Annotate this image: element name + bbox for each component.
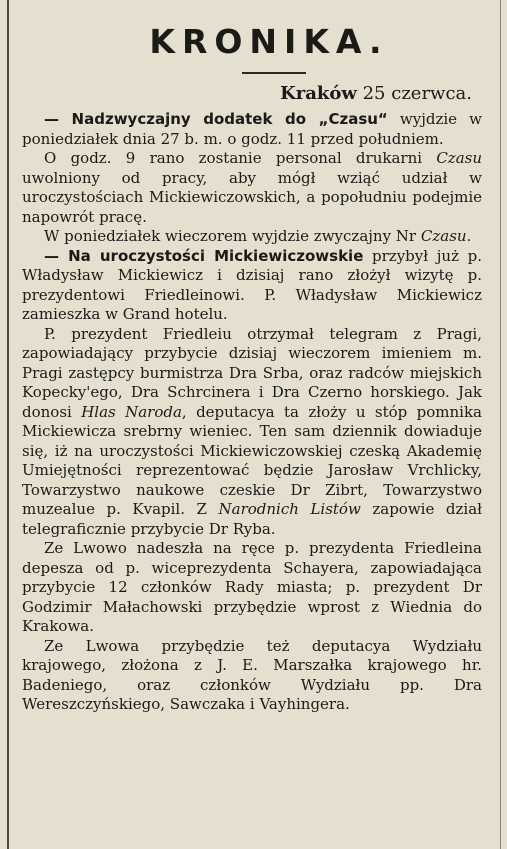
article-text: przybył już p. Władysław Mickiewicz i dzisiaj rano złożył wizytę p. prezydentowi Friedleinowi. P. Władysław Mickiewicz zamieszka w Grand hotelu. [22, 246, 482, 323]
publication-title: Czasu [436, 149, 482, 167]
article-text: . [466, 227, 472, 245]
article-paragraph: Ze Lwowo nadeszła na ręce p. prezydenta Friedleina depesza od p. wiceprezydenta Schayera, zapowiadająca przybycie 12 członków Rady miasta; p. prezydent Dr Godzimir Małachowski przybędzie wprost z Wiednia do Krakowa. [22, 539, 482, 635]
article-text: P. prezydent Friedleiu otrzymał telegram z Pragi, zapowiadający przybycie dzisiaj wieczorem imieniem m. Pragi zastępcy burmistrza Dra Srba, oraz radców miejskich Kopecky'ego, Dra Schrcinera i Dra Czerno horskiego. Jak donosi [22, 324, 482, 421]
column-right-rule [500, 0, 501, 849]
article-text: , deputacya ta złoży u stóp pomnika Mickiewicza srebrny wieniec. Ten sam dziennik dowiaduje się, iż na uroczystości Mickiewiczowskiej czeską Akademię Umiejętności reprezentować będzie Jarosław Vrchlicky, Towarzystwo naukowe czeskie Dr Zibrt, Towarzystwo muzealue p. Kvapil. Z [22, 402, 482, 518]
publication-title: Hlas Naroda [81, 402, 182, 421]
publication-title: Czasu [420, 227, 467, 245]
article-paragraph [22, 110, 482, 149]
article-paragraph [22, 227, 482, 247]
article-lead-nadzwyczajny: — Nadzwyczajny dodatek do „Czasu“ [44, 110, 388, 128]
article-text: W poniedziałek wieczorem wyjdzie zwyczajny Nr [44, 227, 421, 245]
article-paragraph: Ze Lwowa przybędzie też deputacya Wydziału krajowego, złożona z J. E. Marszałka krajowego hr. Badeniego, oraz członków Wydziału pp. Dra Wereszczyńskiego, Sawczaka i Vayhingera. [22, 636, 482, 713]
article-body [22, 110, 482, 715]
article-text: uwolniony od pracy, aby mógł wziąć udział w uroczystościach Mickiewiczowskich, a popołudniu podejmie napowrót pracę. [22, 168, 482, 226]
article-text: zapowie dział telegraficznie przybycie Dr Ryba. [22, 500, 483, 538]
article-text: wyjdzie w poniedziałek dnia 27 b. m. o godz. 11 przed południem. [22, 110, 482, 148]
section-heading: KRONIKA. [149, 22, 389, 61]
dateline-city: Kraków [280, 83, 357, 104]
article-paragraph [22, 325, 482, 540]
article-text: O godz. 9 rano zostanie personal drukarni [44, 149, 437, 167]
dateline [22, 82, 472, 106]
heading-divider [242, 72, 306, 74]
newspaper-column [22, 20, 482, 715]
article-paragraph [22, 247, 482, 325]
dateline-date: 25 czerwca. [362, 83, 472, 104]
article-paragraph [22, 149, 482, 227]
column-left-rule [7, 0, 9, 849]
article-lead-uroczystosci: — Na uroczystości Mickiewiczowskie [44, 246, 364, 265]
publication-title: Narodnich Listów [218, 500, 361, 518]
